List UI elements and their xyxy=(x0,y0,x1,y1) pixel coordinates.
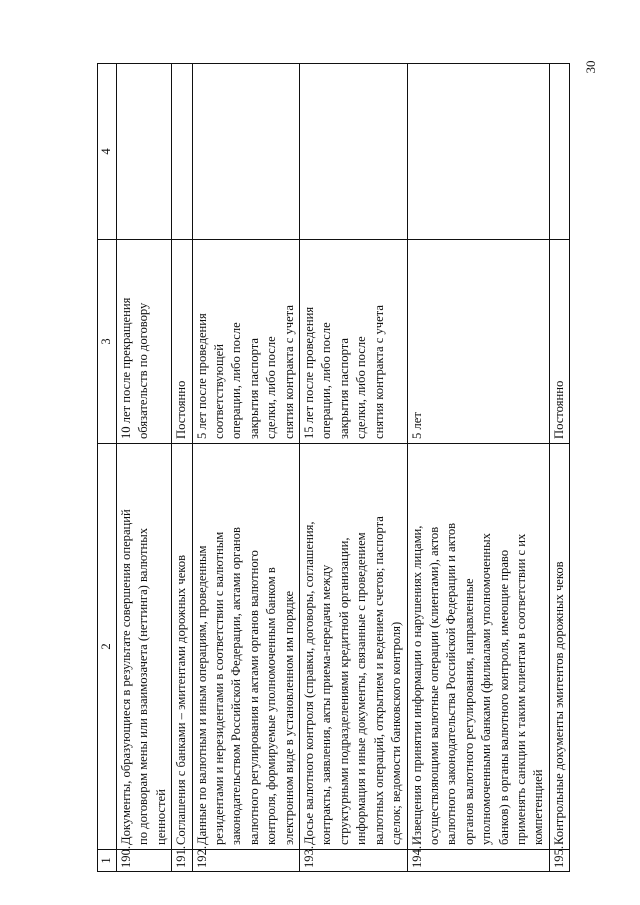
row-note xyxy=(192,64,299,240)
row-note xyxy=(172,64,192,240)
rotated-page xyxy=(97,64,566,872)
row-description: Данные по валютным и иным операциям, проведенным резидентами и нерезидентами в соответствии с валютным законодательством Российской Федерации, актами органов валютного регулирования и актами органов валютного контроля, формируемые уполномоченным банком в электронном виде в установленном им порядке xyxy=(192,444,299,850)
row-retention-period: 10 лет после прекращения обязательств по договору xyxy=(117,240,172,444)
table-row xyxy=(549,64,569,872)
row-note xyxy=(117,64,172,240)
row-description: Соглашения с банками – эмитентами дорожных чеков xyxy=(172,444,192,850)
row-number: 194. xyxy=(407,850,549,872)
header-col-4: 4 xyxy=(98,64,117,240)
row-note xyxy=(549,64,569,240)
retention-table xyxy=(97,63,570,872)
table-row xyxy=(172,64,192,872)
row-retention-period: 5 лет после проведения соответствующей операции, либо после закрытия паспорта сделки, либо после снятия контракта с учета xyxy=(192,240,299,444)
row-description: Контрольные документы эмитентов дорожных чеков xyxy=(549,444,569,850)
row-note xyxy=(407,64,549,240)
row-retention-period: Постоянно xyxy=(549,240,569,444)
header-col-1: 1 xyxy=(98,850,117,872)
page-number: 30 xyxy=(583,60,598,74)
row-description: Документы, образующиеся в результате совершения операций по договорам мены или взаимозачета (неттинга) валютных ценностей xyxy=(117,444,172,850)
row-number: 192. xyxy=(192,850,299,872)
header-col-2: 2 xyxy=(98,444,117,850)
table-row xyxy=(117,64,172,872)
table-row xyxy=(300,64,407,872)
row-number: 190. xyxy=(117,850,172,872)
row-number: 191. xyxy=(172,850,192,872)
header-row xyxy=(98,64,117,872)
document-table-wrapper xyxy=(97,64,566,872)
row-description: Извещения о принятии информации о нарушениях лицами, осуществляющими валютные операции (клиентами), актов валютного законодательства Российской Федерации и актов органов валютного регулирования, направленные уполномоченными банками (филиалами уполномоченных банков) в органы валютного контроля, имеющие право применять санкции к таким клиентам в соответствии с их компетенцией xyxy=(407,444,549,850)
row-description: Досье валютного контроля (справки, договоры, соглашения, контракты, заявления, акты приема-передачи между структурными подразделениями кредитной организации, информация и иные документы, связанные с проведением валютных операций, открытием и ведением счетов; паспорта сделок; ведомости банковского контроля) xyxy=(300,444,407,850)
row-number: 195. xyxy=(549,850,569,872)
row-number: 193. xyxy=(300,850,407,872)
row-retention-period: 15 лет после проведения операции, либо после закрытия паспорта сделки, либо после снятия контракта с учета xyxy=(300,240,407,444)
row-note xyxy=(300,64,407,240)
table-row xyxy=(192,64,299,872)
row-retention-period: Постоянно xyxy=(172,240,192,444)
header-col-3: 3 xyxy=(98,240,117,444)
row-retention-period: 5 лет xyxy=(407,240,549,444)
table-row xyxy=(407,64,549,872)
